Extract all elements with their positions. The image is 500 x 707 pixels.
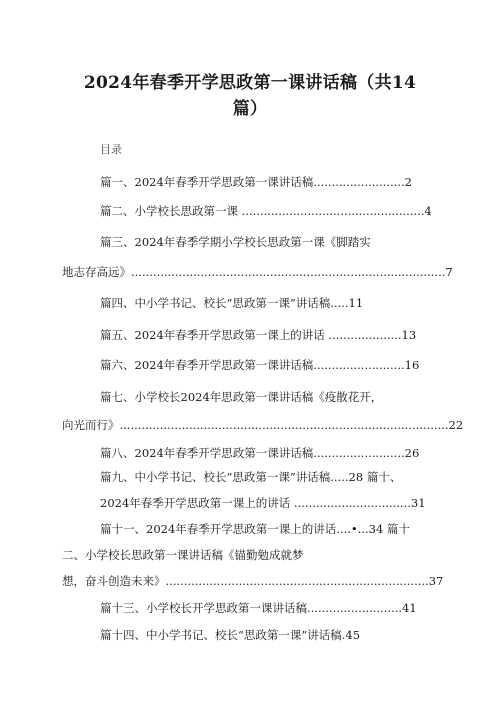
title-line-1: 2024年春季开学思政第一课讲话稿（共14 <box>83 73 417 93</box>
toc-entry-line: 篇五、2024年春季开学思政第一课上的讲话 ....................13 <box>100 328 417 342</box>
title-line-2: 篇） <box>232 99 268 119</box>
toc-entry-line: 篇十四、中小学书记、校长“思政第一课”讲话稿.45 <box>100 628 361 642</box>
toc-entry-line: 2024年春季开学思政第一课上的讲话 ................................31 <box>100 496 426 510</box>
toc-entry-line: 篇十三、小学校长开学思政第一课讲话稿..........................41 <box>100 601 417 615</box>
toc-entry-line: 篇六、2024年春季开学思政第一课讲话稿.........................16 <box>100 358 420 372</box>
toc-entry-line: 向光而行》..........................................................................................22 <box>62 418 464 432</box>
toc-entry-line: 篇七、小学校长2024年思政第一课讲话稿《疫散花开， <box>100 390 383 404</box>
toc-entry-line: 地志存高远》......................................................................................7 <box>62 265 453 279</box>
toc-entry-line: 二、小学校长思政第一课讲话稿《锚勤勉成就梦 <box>62 548 304 562</box>
toc-entry-line: 篇十一、2024年春季开学思政第一课上的讲话....•...34 篇十 <box>100 522 410 536</box>
toc-entry-line: 篇四、中小学书记、校长“思政第一课”讲话稿.....11 <box>100 296 364 310</box>
toc-entry-line: 篇九、中小学书记、校长“思政第一课”讲话稿.....28 篇十、 <box>100 470 402 484</box>
toc-heading: 目录 <box>100 143 122 156</box>
toc-entry-line: 篇八、2024年春季开学思政第一课讲话稿.........................26 <box>100 446 420 460</box>
toc-entry-line: 篇三、2024年春季学期小学校长思政第一课《脚踏实 <box>100 235 371 249</box>
toc-entry-line: 想，奋斗创造未来》........................................................................37 <box>62 574 444 588</box>
toc-entry-line: 篇二、小学校长思政第一课 ..................................................4 <box>100 204 432 218</box>
toc-entry-line: 篇一、2024年春季开学思政第一课讲话稿.........................2 <box>100 175 412 189</box>
document-title <box>62 70 438 122</box>
